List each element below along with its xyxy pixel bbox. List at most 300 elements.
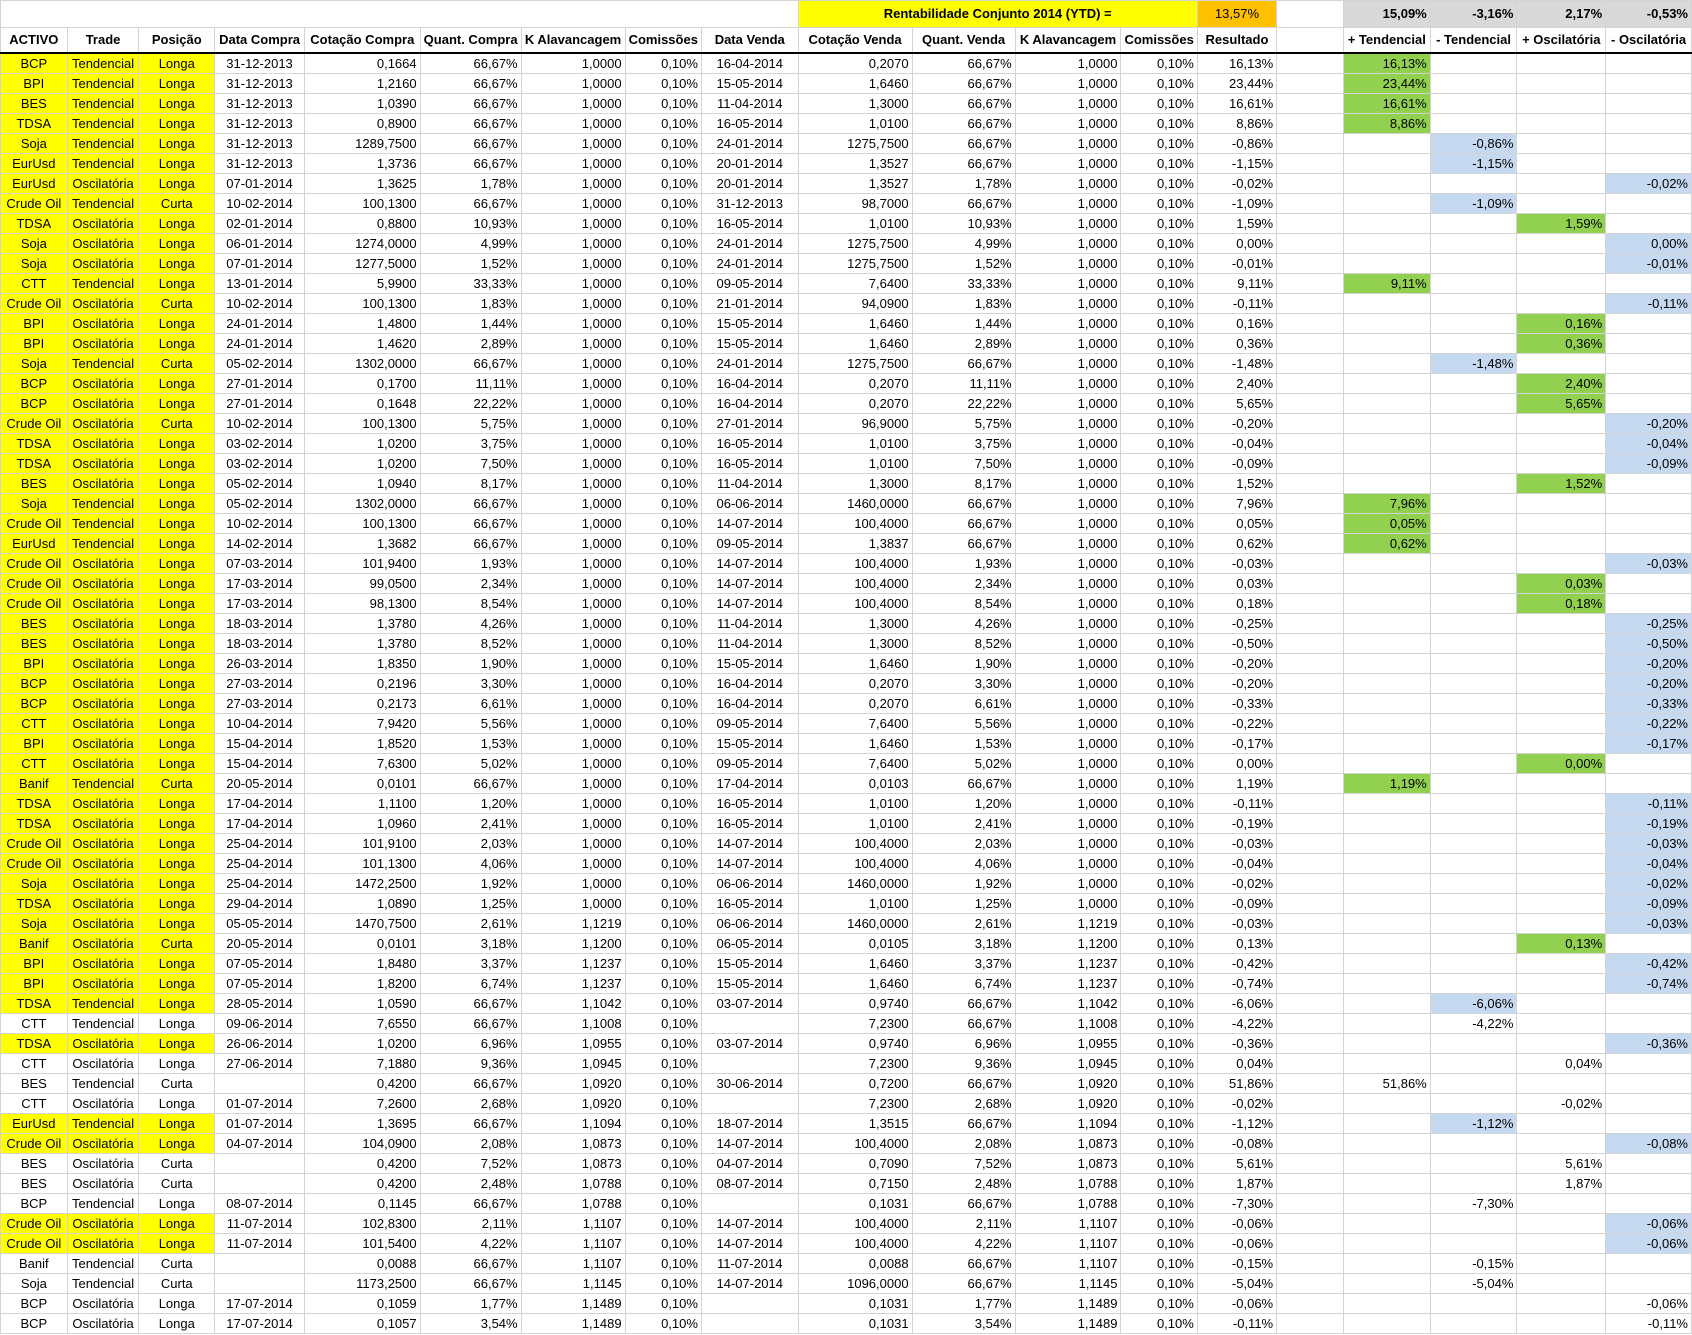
cell-resultado[interactable]: 0,00%	[1197, 754, 1276, 774]
cell-blank[interactable]	[1277, 1294, 1344, 1314]
cell-comissoes-venda[interactable]: 0,10%	[1121, 1074, 1197, 1094]
cell-blank[interactable]	[1277, 574, 1344, 594]
cell-data-venda[interactable]: 18-07-2014	[701, 1114, 798, 1134]
cell-quant-venda[interactable]: 66,67%	[912, 774, 1015, 794]
cell-trade[interactable]: Oscilatória	[67, 814, 139, 834]
cell-trade[interactable]: Oscilatória	[67, 374, 139, 394]
cell-plus-oscilatoria[interactable]	[1517, 794, 1606, 814]
cell-comissoes-compra[interactable]: 0,10%	[625, 554, 701, 574]
cell-cotacao-compra[interactable]: 0,1145	[304, 1194, 420, 1214]
cell-plus-oscilatoria[interactable]: -0,02%	[1517, 1094, 1606, 1114]
cell-data-compra[interactable]: 09-06-2014	[215, 1014, 305, 1034]
cell-cotacao-venda[interactable]: 0,0103	[798, 774, 912, 794]
cell-data-venda[interactable]	[701, 1294, 798, 1314]
cell-minus-oscilatoria[interactable]: -0,11%	[1606, 1314, 1692, 1334]
header-plus-tendencial[interactable]: + Tendencial	[1343, 28, 1430, 54]
cell-cotacao-compra[interactable]: 0,4200	[304, 1074, 420, 1094]
cell-minus-oscilatoria[interactable]	[1606, 334, 1692, 354]
cell-k-alavancagem-compra[interactable]: 1,1145	[521, 1274, 625, 1294]
cell-trade[interactable]: Oscilatória	[67, 1154, 139, 1174]
cell-plus-tendencial[interactable]	[1343, 174, 1430, 194]
cell-posicao[interactable]: Longa	[139, 794, 215, 814]
cell-resultado[interactable]: 8,86%	[1197, 114, 1276, 134]
cell-posicao[interactable]: Longa	[139, 234, 215, 254]
cell-resultado[interactable]: 23,44%	[1197, 74, 1276, 94]
cell-cotacao-venda[interactable]: 1,3837	[798, 534, 912, 554]
cell-comissoes-compra[interactable]: 0,10%	[625, 254, 701, 274]
cell-minus-oscilatoria[interactable]	[1606, 114, 1692, 134]
total-plus-oscilatoria[interactable]: 2,17%	[1517, 1, 1606, 28]
cell-cotacao-venda[interactable]: 100,4000	[798, 514, 912, 534]
cell-k-alavancagem-compra[interactable]: 1,0000	[521, 814, 625, 834]
cell-cotacao-venda[interactable]: 0,1031	[798, 1294, 912, 1314]
cell-cotacao-compra[interactable]: 100,1300	[304, 194, 420, 214]
cell-activo[interactable]: TDSA	[1, 1034, 68, 1054]
cell-minus-tendencial[interactable]	[1430, 954, 1517, 974]
cell-data-compra[interactable]: 07-01-2014	[215, 254, 305, 274]
cell-posicao[interactable]: Longa	[139, 174, 215, 194]
cell-cotacao-venda[interactable]: 100,4000	[798, 854, 912, 874]
cell-k-alavancagem-venda[interactable]: 1,0000	[1015, 194, 1121, 214]
cell-quant-compra[interactable]: 66,67%	[420, 1114, 521, 1134]
cell-minus-tendencial[interactable]	[1430, 454, 1517, 474]
cell-cotacao-venda[interactable]: 0,0088	[798, 1254, 912, 1274]
cell-plus-oscilatoria[interactable]	[1517, 874, 1606, 894]
cell-k-alavancagem-venda[interactable]: 1,0000	[1015, 754, 1121, 774]
cell-plus-oscilatoria[interactable]	[1517, 194, 1606, 214]
cell-comissoes-compra[interactable]: 0,10%	[625, 454, 701, 474]
cell-activo[interactable]: CTT	[1, 274, 68, 294]
cell-data-compra[interactable]: 05-02-2014	[215, 494, 305, 514]
cell-quant-compra[interactable]: 7,50%	[420, 454, 521, 474]
cell-data-compra[interactable]: 27-03-2014	[215, 674, 305, 694]
cell-plus-oscilatoria[interactable]: 0,04%	[1517, 1054, 1606, 1074]
cell-cotacao-compra[interactable]: 5,9900	[304, 274, 420, 294]
cell-quant-compra[interactable]: 11,11%	[420, 374, 521, 394]
cell-trade[interactable]: Oscilatória	[67, 734, 139, 754]
cell-resultado[interactable]: -0,02%	[1197, 874, 1276, 894]
cell-minus-tendencial[interactable]	[1430, 214, 1517, 234]
cell-quant-compra[interactable]: 8,17%	[420, 474, 521, 494]
cell-data-venda[interactable]: 15-05-2014	[701, 654, 798, 674]
cell-quant-compra[interactable]: 1,92%	[420, 874, 521, 894]
header-data-venda[interactable]: Data Venda	[701, 28, 798, 54]
cell-k-alavancagem-compra[interactable]: 1,0000	[521, 494, 625, 514]
cell-minus-oscilatoria[interactable]: -0,08%	[1606, 1134, 1692, 1154]
cell-quant-venda[interactable]: 6,61%	[912, 694, 1015, 714]
cell-quant-compra[interactable]: 1,52%	[420, 254, 521, 274]
cell-comissoes-compra[interactable]: 0,10%	[625, 534, 701, 554]
cell-activo[interactable]: EurUsd	[1, 154, 68, 174]
cell-blank[interactable]	[1277, 154, 1344, 174]
cell-k-alavancagem-venda[interactable]: 1,0000	[1015, 654, 1121, 674]
cell-quant-venda[interactable]: 1,90%	[912, 654, 1015, 674]
cell-cotacao-compra[interactable]: 1,2160	[304, 74, 420, 94]
cell-plus-tendencial[interactable]	[1343, 354, 1430, 374]
cell-blank[interactable]	[1277, 654, 1344, 674]
cell-trade[interactable]: Tendencial	[67, 1074, 139, 1094]
cell-minus-oscilatoria[interactable]: -0,01%	[1606, 254, 1692, 274]
cell-activo[interactable]: BES	[1, 1074, 68, 1094]
cell-k-alavancagem-venda[interactable]: 1,1489	[1015, 1294, 1121, 1314]
cell-data-venda[interactable]: 16-04-2014	[701, 674, 798, 694]
cell-data-compra[interactable]: 31-12-2013	[215, 154, 305, 174]
cell-minus-oscilatoria[interactable]: -0,17%	[1606, 734, 1692, 754]
cell-data-compra[interactable]: 20-05-2014	[215, 934, 305, 954]
cell-k-alavancagem-venda[interactable]: 1,0000	[1015, 714, 1121, 734]
cell-activo[interactable]: BES	[1, 614, 68, 634]
cell-blank[interactable]	[1277, 1134, 1344, 1154]
cell-activo[interactable]: Crude Oil	[1, 194, 68, 214]
cell-quant-venda[interactable]: 5,75%	[912, 414, 1015, 434]
cell-trade[interactable]: Oscilatória	[67, 214, 139, 234]
cell-k-alavancagem-venda[interactable]: 1,1094	[1015, 1114, 1121, 1134]
cell-activo[interactable]: CTT	[1, 1054, 68, 1074]
cell-comissoes-venda[interactable]: 0,10%	[1121, 914, 1197, 934]
cell-plus-tendencial[interactable]	[1343, 374, 1430, 394]
cell-quant-compra[interactable]: 3,18%	[420, 934, 521, 954]
cell-comissoes-compra[interactable]: 0,10%	[625, 794, 701, 814]
cell-posicao[interactable]: Longa	[139, 954, 215, 974]
cell-data-venda[interactable]: 14-07-2014	[701, 594, 798, 614]
cell-minus-oscilatoria[interactable]	[1606, 374, 1692, 394]
cell-data-compra[interactable]: 18-03-2014	[215, 634, 305, 654]
cell-activo[interactable]: Crude Oil	[1, 414, 68, 434]
cell-k-alavancagem-compra[interactable]: 1,0000	[521, 694, 625, 714]
cell-cotacao-venda[interactable]: 100,4000	[798, 1234, 912, 1254]
cell-cotacao-venda[interactable]: 1,6460	[798, 314, 912, 334]
cell-comissoes-venda[interactable]: 0,10%	[1121, 1174, 1197, 1194]
cell-k-alavancagem-compra[interactable]: 1,0000	[521, 454, 625, 474]
cell-minus-tendencial[interactable]: -5,04%	[1430, 1274, 1517, 1294]
cell-data-compra[interactable]	[215, 1274, 305, 1294]
cell-comissoes-compra[interactable]: 0,10%	[625, 1034, 701, 1054]
cell-cotacao-compra[interactable]: 0,8900	[304, 114, 420, 134]
cell-k-alavancagem-compra[interactable]: 1,0920	[521, 1074, 625, 1094]
cell-minus-tendencial[interactable]: -6,06%	[1430, 994, 1517, 1014]
cell-comissoes-venda[interactable]: 0,10%	[1121, 174, 1197, 194]
cell-comissoes-compra[interactable]: 0,10%	[625, 1214, 701, 1234]
cell-plus-oscilatoria[interactable]	[1517, 694, 1606, 714]
cell-activo[interactable]: TDSA	[1, 214, 68, 234]
cell-posicao[interactable]: Longa	[139, 974, 215, 994]
cell-minus-oscilatoria[interactable]	[1606, 934, 1692, 954]
cell-minus-tendencial[interactable]	[1430, 974, 1517, 994]
cell-activo[interactable]: BPI	[1, 654, 68, 674]
cell-posicao[interactable]: Longa	[139, 334, 215, 354]
cell-comissoes-venda[interactable]: 0,10%	[1121, 1274, 1197, 1294]
cell-data-venda[interactable]: 09-05-2014	[701, 274, 798, 294]
cell-trade[interactable]: Oscilatória	[67, 414, 139, 434]
cell-comissoes-venda[interactable]: 0,10%	[1121, 1254, 1197, 1274]
cell-blank[interactable]	[1277, 774, 1344, 794]
cell-resultado[interactable]: -0,02%	[1197, 1094, 1276, 1114]
cell-quant-venda[interactable]: 8,17%	[912, 474, 1015, 494]
header-comissoes-compra[interactable]: Comissões	[625, 28, 701, 54]
cell-plus-oscilatoria[interactable]	[1517, 954, 1606, 974]
cell-plus-oscilatoria[interactable]	[1517, 134, 1606, 154]
cell-blank[interactable]	[1277, 314, 1344, 334]
cell-k-alavancagem-venda[interactable]: 1,0000	[1015, 454, 1121, 474]
cell-cotacao-venda[interactable]: 1,0100	[798, 894, 912, 914]
cell-blank[interactable]	[1277, 214, 1344, 234]
cell-trade[interactable]: Oscilatória	[67, 1174, 139, 1194]
cell-data-venda[interactable]: 24-01-2014	[701, 354, 798, 374]
cell-minus-oscilatoria[interactable]: -0,19%	[1606, 814, 1692, 834]
cell-minus-oscilatoria[interactable]: -0,02%	[1606, 874, 1692, 894]
cell-blank[interactable]	[1277, 1054, 1344, 1074]
cell-activo[interactable]: BCP	[1, 1194, 68, 1214]
cell-data-compra[interactable]: 03-02-2014	[215, 454, 305, 474]
cell-comissoes-venda[interactable]: 0,10%	[1121, 834, 1197, 854]
cell-activo[interactable]: BPI	[1, 954, 68, 974]
cell-comissoes-compra[interactable]: 0,10%	[625, 754, 701, 774]
cell-activo[interactable]: Crude Oil	[1, 514, 68, 534]
cell-trade[interactable]: Oscilatória	[67, 654, 139, 674]
cell-plus-tendencial[interactable]	[1343, 614, 1430, 634]
cell-minus-tendencial[interactable]	[1430, 834, 1517, 854]
cell-activo[interactable]: Crude Oil	[1, 1214, 68, 1234]
cell-posicao[interactable]: Longa	[139, 494, 215, 514]
cell-k-alavancagem-venda[interactable]: 1,0000	[1015, 874, 1121, 894]
cell-data-compra[interactable]: 26-06-2014	[215, 1034, 305, 1054]
cell-data-venda[interactable]: 16-05-2014	[701, 214, 798, 234]
cell-trade[interactable]: Tendencial	[67, 1114, 139, 1134]
cell-comissoes-compra[interactable]: 0,10%	[625, 854, 701, 874]
cell-quant-venda[interactable]: 2,41%	[912, 814, 1015, 834]
cell-quant-compra[interactable]: 4,26%	[420, 614, 521, 634]
cell-blank[interactable]	[1277, 114, 1344, 134]
cell-quant-compra[interactable]: 2,11%	[420, 1214, 521, 1234]
cell-quant-compra[interactable]: 66,67%	[420, 494, 521, 514]
cell-comissoes-venda[interactable]: 0,10%	[1121, 654, 1197, 674]
cell-comissoes-venda[interactable]: 0,10%	[1121, 74, 1197, 94]
cell-plus-oscilatoria[interactable]	[1517, 554, 1606, 574]
cell-minus-tendencial[interactable]	[1430, 534, 1517, 554]
cell-plus-tendencial[interactable]	[1343, 654, 1430, 674]
cell-posicao[interactable]: Longa	[139, 154, 215, 174]
cell-minus-tendencial[interactable]	[1430, 614, 1517, 634]
cell-cotacao-venda[interactable]: 0,7150	[798, 1174, 912, 1194]
cell-blank[interactable]	[1277, 634, 1344, 654]
cell-posicao[interactable]: Curta	[139, 774, 215, 794]
cell-data-venda[interactable]: 16-05-2014	[701, 454, 798, 474]
cell-minus-oscilatoria[interactable]	[1606, 774, 1692, 794]
cell-k-alavancagem-venda[interactable]: 1,0000	[1015, 634, 1121, 654]
cell-quant-compra[interactable]: 6,74%	[420, 974, 521, 994]
cell-comissoes-compra[interactable]: 0,10%	[625, 1274, 701, 1294]
cell-minus-tendencial[interactable]: -0,15%	[1430, 1254, 1517, 1274]
cell-cotacao-venda[interactable]: 0,2070	[798, 674, 912, 694]
cell-comissoes-compra[interactable]: 0,10%	[625, 1254, 701, 1274]
header-resultado[interactable]: Resultado	[1197, 28, 1276, 54]
cell-blank[interactable]	[1277, 1034, 1344, 1054]
cell-k-alavancagem-venda[interactable]: 1,0000	[1015, 694, 1121, 714]
cell-trade[interactable]: Tendencial	[67, 154, 139, 174]
cell-plus-tendencial[interactable]	[1343, 574, 1430, 594]
cell-minus-oscilatoria[interactable]	[1606, 314, 1692, 334]
cell-minus-oscilatoria[interactable]	[1606, 134, 1692, 154]
cell-k-alavancagem-compra[interactable]: 1,0000	[521, 434, 625, 454]
cell-comissoes-venda[interactable]: 0,10%	[1121, 774, 1197, 794]
cell-blank[interactable]	[1277, 474, 1344, 494]
cell-posicao[interactable]: Longa	[139, 374, 215, 394]
cell-blank[interactable]	[1277, 374, 1344, 394]
cell-k-alavancagem-venda[interactable]: 1,0000	[1015, 134, 1121, 154]
cell-resultado[interactable]: 16,13%	[1197, 53, 1276, 74]
cell-k-alavancagem-compra[interactable]: 1,0000	[521, 194, 625, 214]
cell-cotacao-venda[interactable]: 1460,0000	[798, 914, 912, 934]
cell-k-alavancagem-venda[interactable]: 1,0000	[1015, 674, 1121, 694]
cell-minus-tendencial[interactable]	[1430, 774, 1517, 794]
cell-k-alavancagem-venda[interactable]: 1,0873	[1015, 1134, 1121, 1154]
cell-quant-venda[interactable]: 3,75%	[912, 434, 1015, 454]
cell-comissoes-compra[interactable]: 0,10%	[625, 894, 701, 914]
cell-k-alavancagem-venda[interactable]: 1,0788	[1015, 1194, 1121, 1214]
cell-minus-tendencial[interactable]	[1430, 414, 1517, 434]
cell-cotacao-compra[interactable]: 0,0101	[304, 774, 420, 794]
cell-plus-tendencial[interactable]: 0,05%	[1343, 514, 1430, 534]
cell-k-alavancagem-compra[interactable]: 1,0000	[521, 714, 625, 734]
cell-k-alavancagem-venda[interactable]: 1,0873	[1015, 1154, 1121, 1174]
cell-quant-venda[interactable]: 6,96%	[912, 1034, 1015, 1054]
cell-quant-venda[interactable]: 1,77%	[912, 1294, 1015, 1314]
cell-trade[interactable]: Tendencial	[67, 1014, 139, 1034]
cell-plus-tendencial[interactable]	[1343, 854, 1430, 874]
cell-minus-tendencial[interactable]	[1430, 1134, 1517, 1154]
cell-cotacao-venda[interactable]: 1,3000	[798, 474, 912, 494]
header-trade[interactable]: Trade	[67, 28, 139, 54]
cell-blank[interactable]	[1277, 414, 1344, 434]
cell-plus-tendencial[interactable]	[1343, 1294, 1430, 1314]
cell-minus-tendencial[interactable]	[1430, 914, 1517, 934]
cell-activo[interactable]: BES	[1, 1174, 68, 1194]
cell-data-compra[interactable]: 07-03-2014	[215, 554, 305, 574]
cell-cotacao-compra[interactable]: 100,1300	[304, 514, 420, 534]
cell-k-alavancagem-compra[interactable]: 1,1237	[521, 974, 625, 994]
cell-cotacao-venda[interactable]: 1,6460	[798, 974, 912, 994]
cell-activo[interactable]: Banif	[1, 934, 68, 954]
cell-posicao[interactable]: Longa	[139, 1294, 215, 1314]
cell-plus-oscilatoria[interactable]	[1517, 454, 1606, 474]
cell-cotacao-venda[interactable]: 0,7200	[798, 1074, 912, 1094]
cell-cotacao-venda[interactable]: 0,2070	[798, 53, 912, 74]
cell-minus-tendencial[interactable]	[1430, 174, 1517, 194]
cell-cotacao-compra[interactable]: 101,1300	[304, 854, 420, 874]
cell-quant-venda[interactable]: 1,53%	[912, 734, 1015, 754]
cell-resultado[interactable]: -5,04%	[1197, 1274, 1276, 1294]
cell-data-venda[interactable]: 11-04-2014	[701, 94, 798, 114]
cell-k-alavancagem-venda[interactable]: 1,0000	[1015, 94, 1121, 114]
cell-plus-oscilatoria[interactable]: 1,52%	[1517, 474, 1606, 494]
cell-minus-oscilatoria[interactable]	[1606, 754, 1692, 774]
cell-activo[interactable]: BPI	[1, 74, 68, 94]
cell-quant-venda[interactable]: 66,67%	[912, 994, 1015, 1014]
cell-k-alavancagem-venda[interactable]: 1,0000	[1015, 434, 1121, 454]
cell-k-alavancagem-venda[interactable]: 1,0920	[1015, 1074, 1121, 1094]
cell-k-alavancagem-venda[interactable]: 1,0000	[1015, 414, 1121, 434]
cell-comissoes-venda[interactable]: 0,10%	[1121, 1054, 1197, 1074]
cell-data-compra[interactable]: 27-01-2014	[215, 374, 305, 394]
cell-comissoes-compra[interactable]: 0,10%	[625, 194, 701, 214]
cell-data-compra[interactable]: 15-04-2014	[215, 734, 305, 754]
cell-activo[interactable]: Soja	[1, 234, 68, 254]
cell-activo[interactable]: BES	[1, 634, 68, 654]
cell-posicao[interactable]: Longa	[139, 474, 215, 494]
cell-comissoes-compra[interactable]: 0,10%	[625, 874, 701, 894]
cell-k-alavancagem-compra[interactable]: 1,0000	[521, 254, 625, 274]
cell-activo[interactable]: Crude Oil	[1, 834, 68, 854]
cell-trade[interactable]: Oscilatória	[67, 1134, 139, 1154]
cell-k-alavancagem-venda[interactable]: 1,0000	[1015, 494, 1121, 514]
header-quant-venda[interactable]: Quant. Venda	[912, 28, 1015, 54]
cell-minus-tendencial[interactable]	[1430, 694, 1517, 714]
cell-quant-compra[interactable]: 66,67%	[420, 1194, 521, 1214]
cell-k-alavancagem-venda[interactable]: 1,0000	[1015, 814, 1121, 834]
cell-minus-tendencial[interactable]	[1430, 334, 1517, 354]
cell-comissoes-compra[interactable]: 0,10%	[625, 394, 701, 414]
cell-plus-tendencial[interactable]	[1343, 874, 1430, 894]
cell-quant-venda[interactable]: 1,83%	[912, 294, 1015, 314]
cell-cotacao-venda[interactable]: 1,0100	[798, 214, 912, 234]
cell-cotacao-compra[interactable]: 0,1057	[304, 1314, 420, 1334]
cell-cotacao-compra[interactable]: 0,1664	[304, 53, 420, 74]
cell-cotacao-venda[interactable]: 1275,7500	[798, 354, 912, 374]
cell-trade[interactable]: Oscilatória	[67, 474, 139, 494]
cell-quant-compra[interactable]: 5,02%	[420, 754, 521, 774]
cell-comissoes-venda[interactable]: 0,10%	[1121, 314, 1197, 334]
cell-blank[interactable]	[1277, 1254, 1344, 1274]
cell-k-alavancagem-venda[interactable]: 1,0000	[1015, 594, 1121, 614]
cell-cotacao-compra[interactable]: 0,4200	[304, 1174, 420, 1194]
cell-k-alavancagem-venda[interactable]: 1,1008	[1015, 1014, 1121, 1034]
cell-data-venda[interactable]: 16-04-2014	[701, 53, 798, 74]
cell-data-venda[interactable]: 17-04-2014	[701, 774, 798, 794]
cell-quant-compra[interactable]: 1,25%	[420, 894, 521, 914]
cell-data-venda[interactable]: 03-07-2014	[701, 994, 798, 1014]
cell-trade[interactable]: Tendencial	[67, 994, 139, 1014]
cell-posicao[interactable]: Longa	[139, 634, 215, 654]
cell-posicao[interactable]: Curta	[139, 294, 215, 314]
cell-plus-tendencial[interactable]	[1343, 894, 1430, 914]
cell-cotacao-venda[interactable]: 1275,7500	[798, 254, 912, 274]
cell-minus-tendencial[interactable]: -1,09%	[1430, 194, 1517, 214]
cell-minus-tendencial[interactable]	[1430, 554, 1517, 574]
cell-trade[interactable]: Tendencial	[67, 274, 139, 294]
cell-posicao[interactable]: Longa	[139, 1054, 215, 1074]
cell-posicao[interactable]: Longa	[139, 654, 215, 674]
cell-cotacao-venda[interactable]: 100,4000	[798, 834, 912, 854]
cell-activo[interactable]: BPI	[1, 974, 68, 994]
cell-cotacao-compra[interactable]: 1472,2500	[304, 874, 420, 894]
cell-minus-tendencial[interactable]	[1430, 734, 1517, 754]
cell-data-compra[interactable]: 05-02-2014	[215, 354, 305, 374]
cell-data-compra[interactable]: 14-02-2014	[215, 534, 305, 554]
cell-quant-venda[interactable]: 2,61%	[912, 914, 1015, 934]
cell-minus-tendencial[interactable]	[1430, 474, 1517, 494]
cell-quant-venda[interactable]: 2,48%	[912, 1174, 1015, 1194]
cell-quant-compra[interactable]: 66,67%	[420, 1254, 521, 1274]
cell-k-alavancagem-venda[interactable]: 1,0000	[1015, 474, 1121, 494]
cell-data-compra[interactable]	[215, 1254, 305, 1274]
cell-posicao[interactable]: Longa	[139, 854, 215, 874]
cell-minus-tendencial[interactable]: -0,86%	[1430, 134, 1517, 154]
cell-activo[interactable]: BCP	[1, 1314, 68, 1334]
cell-activo[interactable]: TDSA	[1, 114, 68, 134]
cell-cotacao-compra[interactable]: 7,6550	[304, 1014, 420, 1034]
cell-minus-tendencial[interactable]	[1430, 934, 1517, 954]
cell-trade[interactable]: Tendencial	[67, 74, 139, 94]
